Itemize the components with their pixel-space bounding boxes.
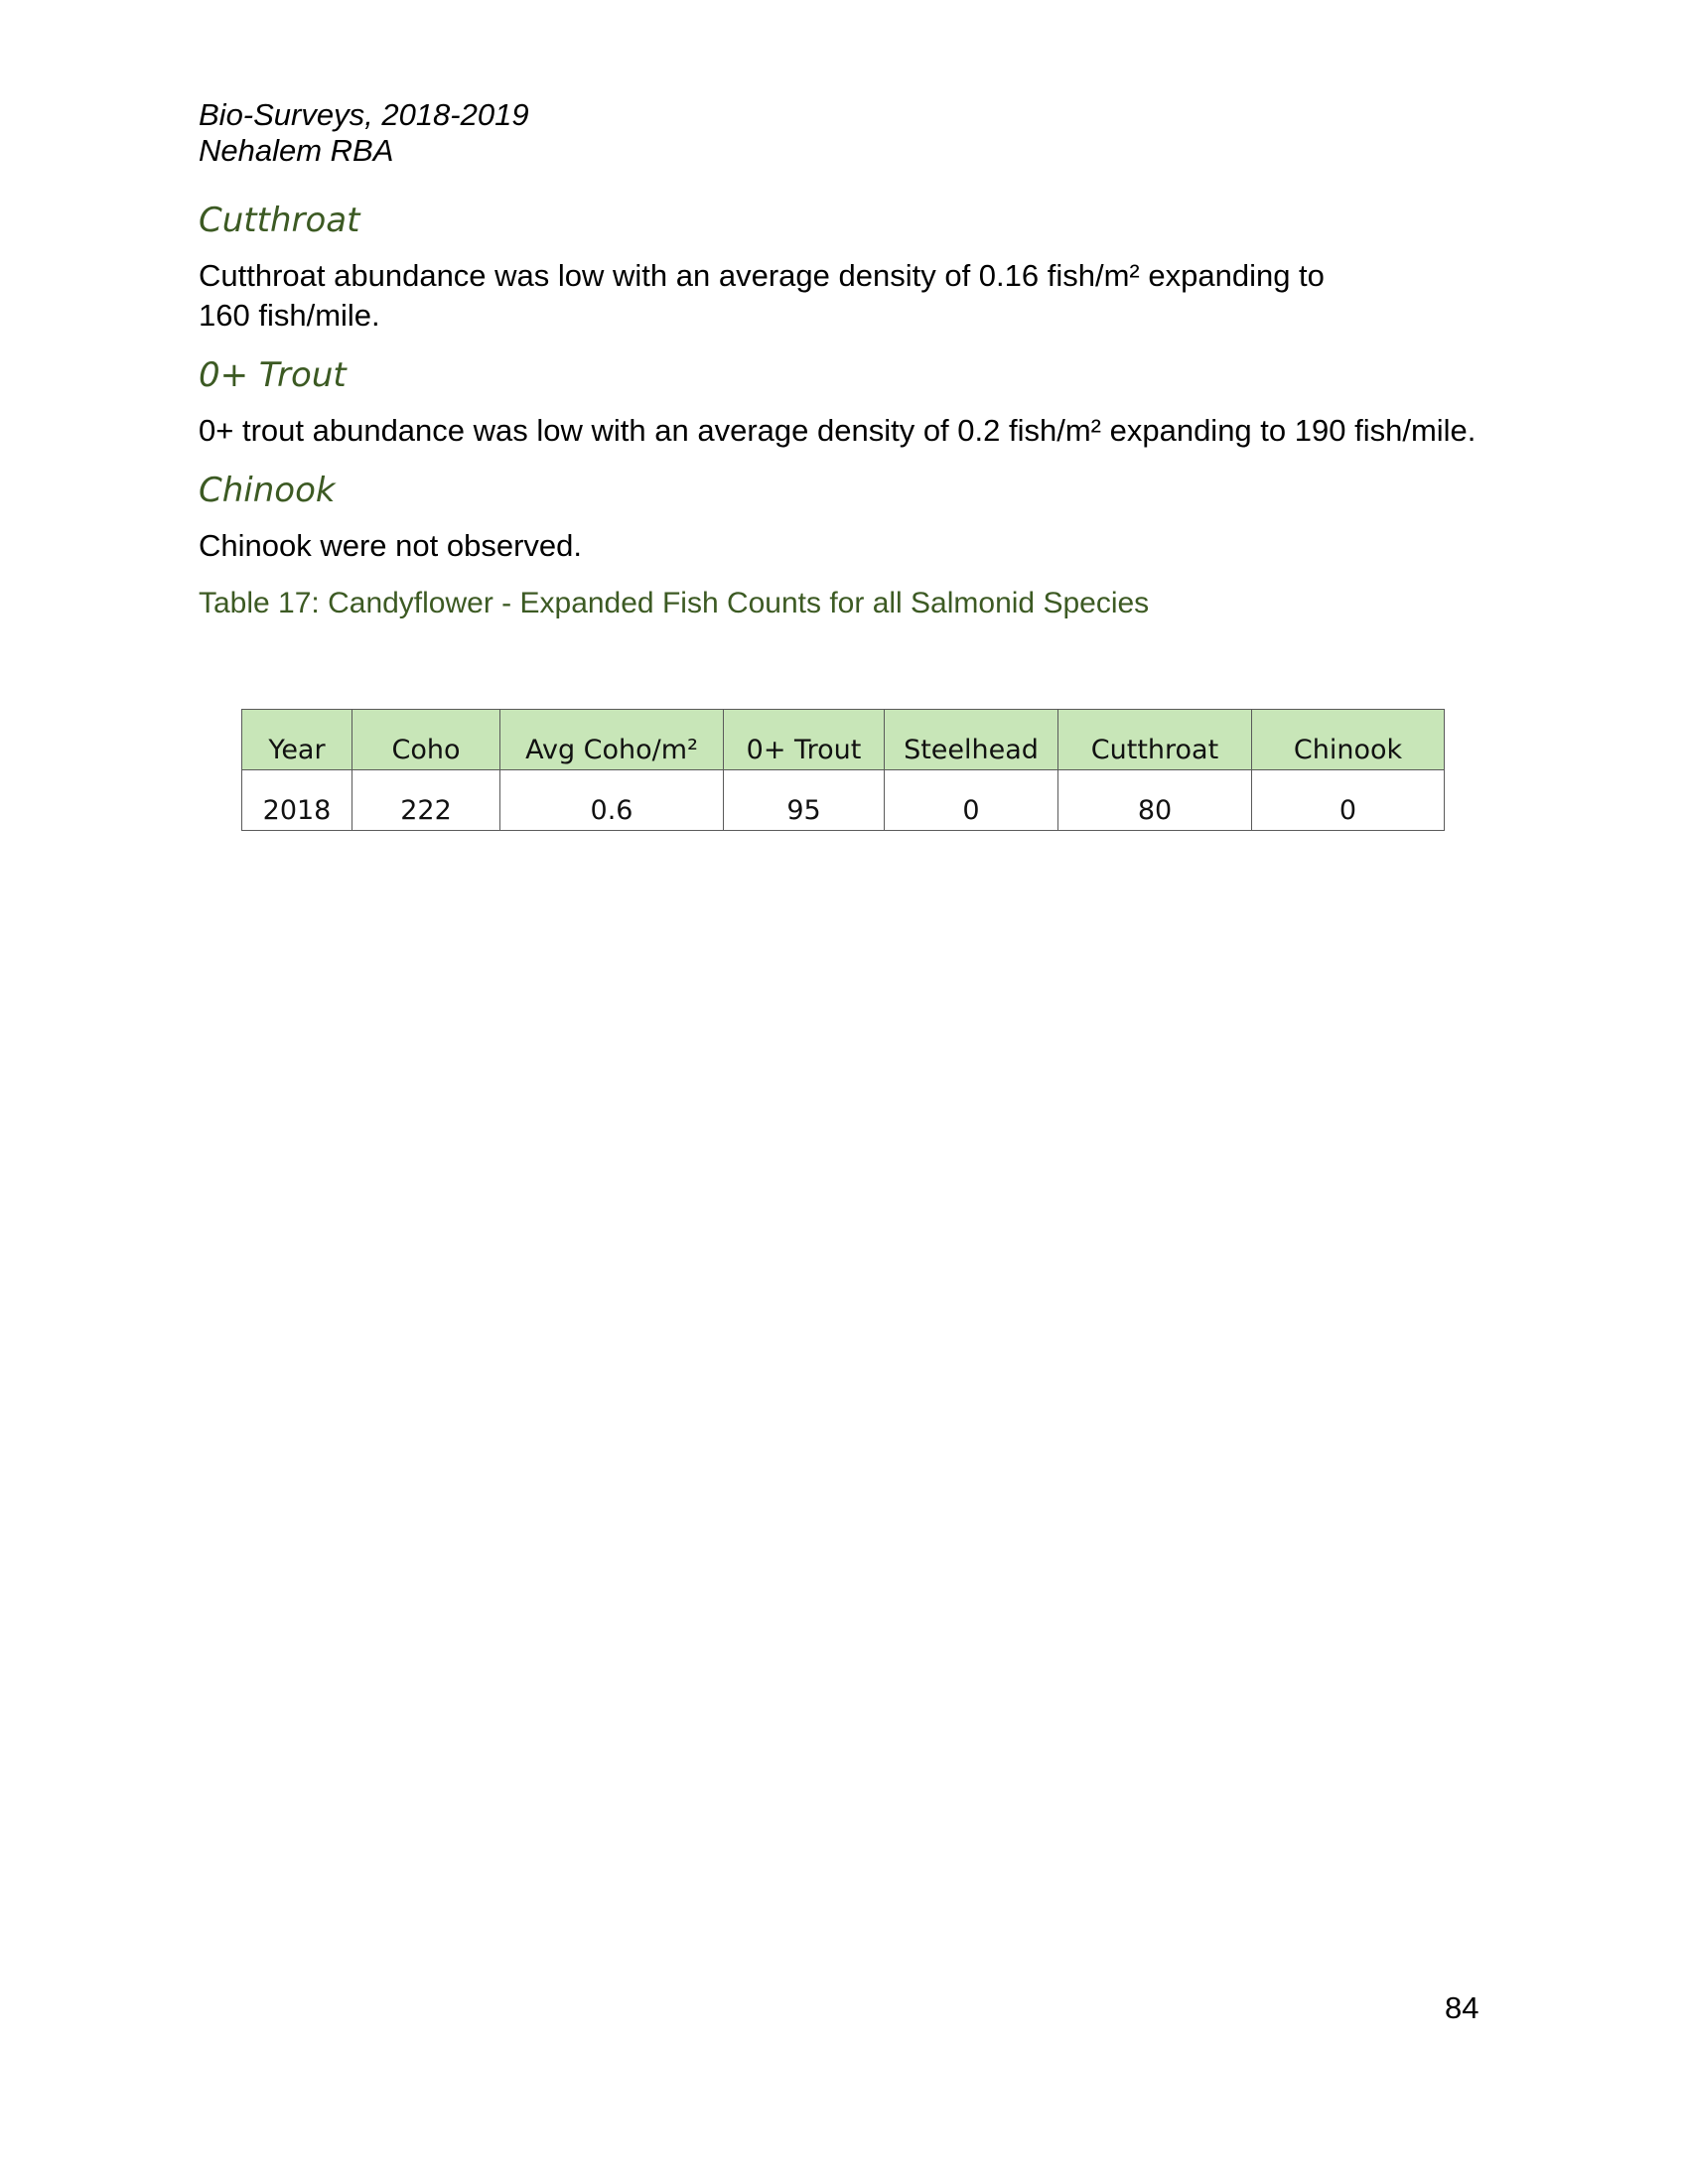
section-heading-cutthroat: Cutthroat (199, 201, 360, 240)
section-heading-trout: 0+ Trout (199, 355, 347, 395)
column-header-steelhead: Steelhead (885, 710, 1058, 770)
table-cell-year: 2018 (242, 770, 352, 831)
table-row (242, 770, 1445, 831)
running-header (199, 97, 529, 169)
section-heading-chinook: Chinook (199, 471, 336, 510)
main-content (199, 199, 1489, 623)
header-line-2: Nehalem RBA (199, 133, 394, 168)
table-cell-chinook: 0 (1252, 770, 1445, 831)
table-caption: Table 17: Candyflower - Expanded Fish Counts for all Salmonid Species (199, 587, 1150, 619)
column-header-year: Year (242, 710, 352, 770)
table-cell-coho: 222 (352, 770, 500, 831)
column-header-chinook: Chinook (1252, 710, 1445, 770)
section-body-chinook: Chinook were not observed. (199, 528, 583, 563)
column-header-trout: 0+ Trout (724, 710, 885, 770)
fish-count-table-wrapper (241, 709, 1445, 831)
column-header-cutthroat: Cutthroat (1058, 710, 1252, 770)
section-body-cutthroat: Cutthroat abundance was low with an average density of 0.16 fish/m² expanding to 160 fish/mile. (199, 258, 1325, 333)
table-header-row (242, 710, 1445, 770)
table-cell-trout: 95 (724, 770, 885, 831)
table-cell-steelhead: 0 (885, 770, 1058, 831)
table-cell-avg-coho: 0.6 (500, 770, 724, 831)
column-header-avg-coho: Avg Coho/m² (500, 710, 724, 770)
fish-count-table (241, 709, 1445, 831)
header-line-1: Bio-Surveys, 2018-2019 (199, 97, 529, 132)
page-number: 84 (1445, 1990, 1479, 2025)
column-header-coho: Coho (352, 710, 500, 770)
table-cell-cutthroat: 80 (1058, 770, 1252, 831)
section-body-trout: 0+ trout abundance was low with an average density of 0.2 fish/m² expanding to 190 fish/mile. (199, 413, 1477, 448)
